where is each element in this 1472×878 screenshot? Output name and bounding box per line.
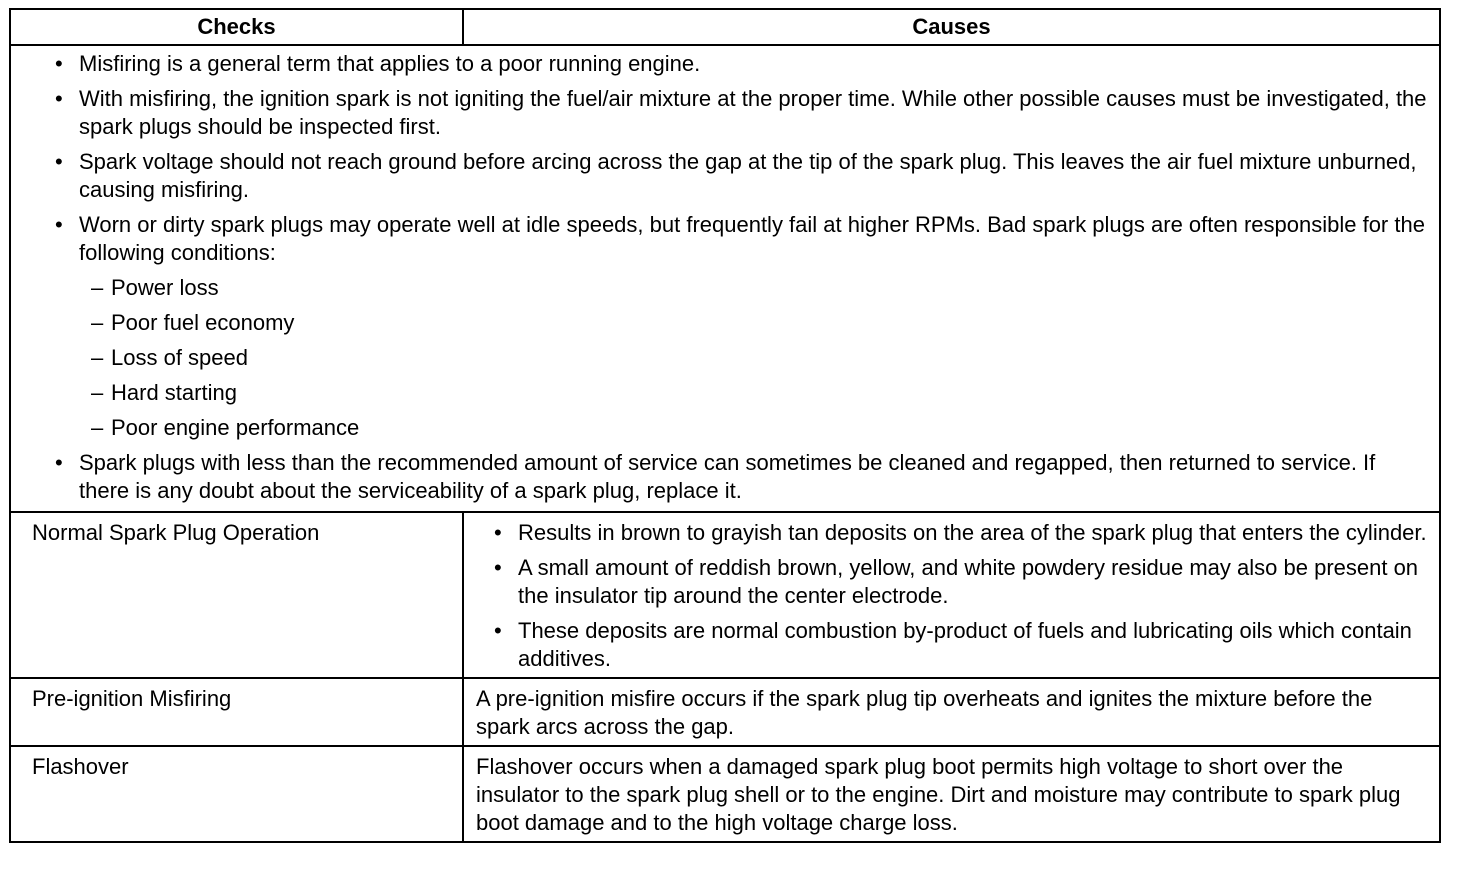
causes-column-header: Causes [463, 9, 1440, 45]
check-cell: Normal Spark Plug Operation [10, 512, 463, 678]
conditions-list [79, 274, 1429, 442]
condition-item: – Hard starting [79, 379, 1429, 407]
intro-cell [10, 45, 1440, 512]
cause-cell: Flashover occurs when a damaged spark plug boot permits high voltage to short over the insulator to the spark plug shell or to the engine. Dirt and moisture may contribute to spark plug boot damage and to the high voltage charge loss. [463, 746, 1440, 842]
check-cell: Pre-ignition Misfiring [10, 678, 463, 746]
diagnosis-table [9, 8, 1441, 843]
cause-cell [463, 512, 1440, 678]
condition-item: – Loss of speed [79, 344, 1429, 372]
table-row-normal-operation [10, 512, 1440, 678]
intro-bullet: • Spark voltage should not reach ground before arcing across the gap at the tip of the spark plug. This leaves the air fuel mixture unburned, causing misfiring. [49, 148, 1429, 204]
condition-item: – Poor engine performance [79, 414, 1429, 442]
intro-bullet-conditions [49, 211, 1429, 442]
condition-item: – Power loss [79, 274, 1429, 302]
intro-bullet-text: Worn or dirty spark plugs may operate well at idle speeds, but frequently fail at higher RPMs. Bad spark plugs are often responsible for the following conditions: [79, 212, 1425, 265]
cause-bullet: • Results in brown to grayish tan deposits on the area of the spark plug that enters the cylinder. [488, 519, 1427, 547]
header-row [10, 9, 1440, 45]
table-row-pre-ignition [10, 678, 1440, 746]
check-cell: Flashover [10, 746, 463, 842]
cause-cell: A pre-ignition misfire occurs if the spark plug tip overheats and ignites the mixture before the spark arcs across the gap. [463, 678, 1440, 746]
condition-item: – Poor fuel economy [79, 309, 1429, 337]
intro-bullet: • With misfiring, the ignition spark is not igniting the fuel/air mixture at the proper time. While other possible causes must be investigated, the spark plugs should be inspected first. [49, 85, 1429, 141]
intro-row [10, 45, 1440, 512]
intro-bullet-list [49, 50, 1429, 505]
intro-bullet: • Misfiring is a general term that applies to a poor running engine. [49, 50, 1429, 78]
cause-bullet-list [488, 519, 1427, 673]
checks-column-header: Checks [10, 9, 463, 45]
table-row-flashover [10, 746, 1440, 842]
intro-bullet: • Spark plugs with less than the recommended amount of service can sometimes be cleaned and regapped, then returned to service. If there is any doubt about the serviceability of a spark plug, replace it. [49, 449, 1429, 505]
cause-bullet: • These deposits are normal combustion by-product of fuels and lubricating oils which contain additives. [488, 617, 1427, 673]
cause-bullet: • A small amount of reddish brown, yellow, and white powdery residue may also be present on the insulator tip around the center electrode. [488, 554, 1427, 610]
